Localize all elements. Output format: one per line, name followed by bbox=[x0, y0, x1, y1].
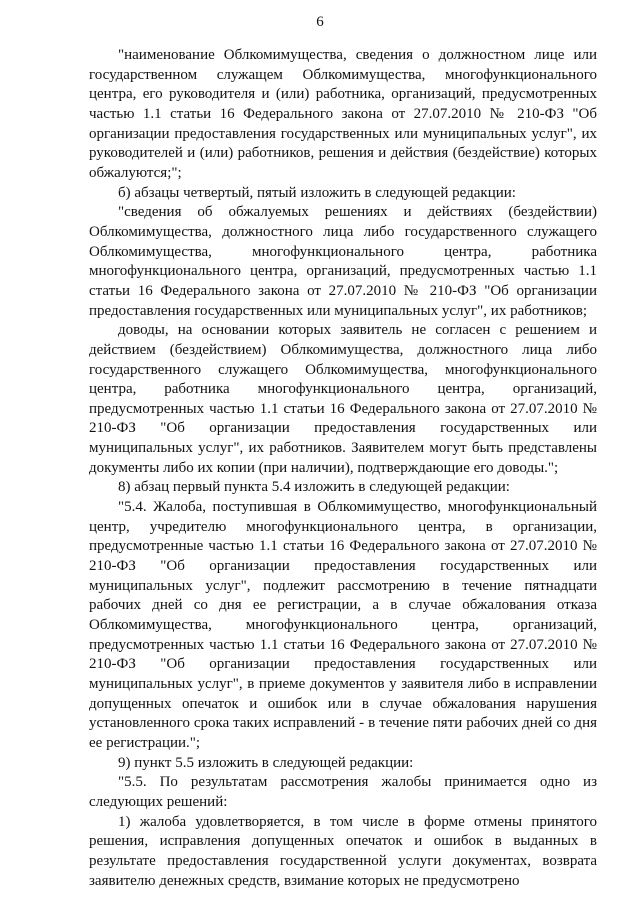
paragraph-amendment-8: 8) абзац первый пункта 5.4 изложить в следующей редакции: bbox=[118, 479, 510, 496]
page-number: 6 bbox=[316, 14, 324, 30]
paragraph-decision-1: 1) жалоба удовлетворяется, в том числе в форме отмены принятого решения, исправления допущенных опечаток и ошибок в выданных в результате предоставления государственной услуги документах, возврата заявителю денежных средств, взимание которых не предусмотрено bbox=[89, 813, 597, 889]
paragraph-appealed-decisions: "сведения об обжалуемых решениях и действиях (бездействии) Облкомимущества, должностного лица либо государственного служащего Облкомимущества, многофункционального центра, работника многофункционального центра, организаций, предусмотренных частью 1.1 статьи 16 Федерального закона от 27.07.2010 № 210-ФЗ "Об организации предоставления государственных или муниципальных услуг", их работников; bbox=[89, 204, 597, 319]
paragraph-amendment-b: б) абзацы четвертый, пятый изложить в следующей редакции: bbox=[118, 184, 516, 201]
paragraph-clause-5-4: "5.4. Жалоба, поступившая в Облкомимущество, многофункциональный центр, учредителю многофункционального центра, в организации, предусмотренные частью 1.1 статьи 16 Федерального закона от 27.07.2010 № 210-ФЗ "Об организации предоставления государственных или муниципальных услуг", подлежит рассмотрению в течение пятнадцати рабочих дней со дня ее регистрации, а в случае обжалования отказа Облкомимущества, многофункционального центра, организаций, предусмотренных частью 1.1 статьи 16 Федерального закона от 27.07.2010 № 210-ФЗ "Об организации предоставления государственных или муниципальных услуг", в приеме документов у заявителя либо в исправлении допущенных опечаток и ошибок или в случае обжалования нарушения установленного срока таких исправлений - в течение пяти рабочих дней со дня ее регистрации."; bbox=[89, 499, 597, 751]
paragraph-amendment-9: 9) пункт 5.5 изложить в следующей редакции: bbox=[118, 754, 414, 771]
scan-speck bbox=[483, 858, 495, 861]
paragraph-clause-5-5: "5.5. По результатам рассмотрения жалобы принимается одно из следующих решений: bbox=[89, 774, 597, 810]
paragraph-name-of-agency: "наименование Облкомимущества, сведения о должностном лице или государственном служащем Облкомимущества, многофункционального центра, его руководителя и (или) работника, организаций, предусмотренных частью 1.1 статьи 16 Федерального закона от 27.07.2010 № 210-ФЗ "Об организации предоставления государственных или муниципальных услуг", их руководителей и (или) работников, решения и действия (бездействие) которых обжалуются;"; bbox=[89, 47, 597, 181]
paragraph-arguments: доводы, на основании которых заявитель не согласен с решением и действием (бездействием) Облкомимущества, должностного лица либо государственного служащего Облкомимущества, многофункционального центра, работника многофункционального центра, организаций, предусмотренных частью 1.1 статьи 16 Федерального закона от 27.07.2010 № 210-ФЗ "Об организации предоставления государственных или муниципальных услуг", их работников. Заявителем могут быть представлены документы либо их копии (при наличии), подтверждающие его доводы."; bbox=[89, 322, 597, 476]
document-body bbox=[89, 46, 597, 891]
